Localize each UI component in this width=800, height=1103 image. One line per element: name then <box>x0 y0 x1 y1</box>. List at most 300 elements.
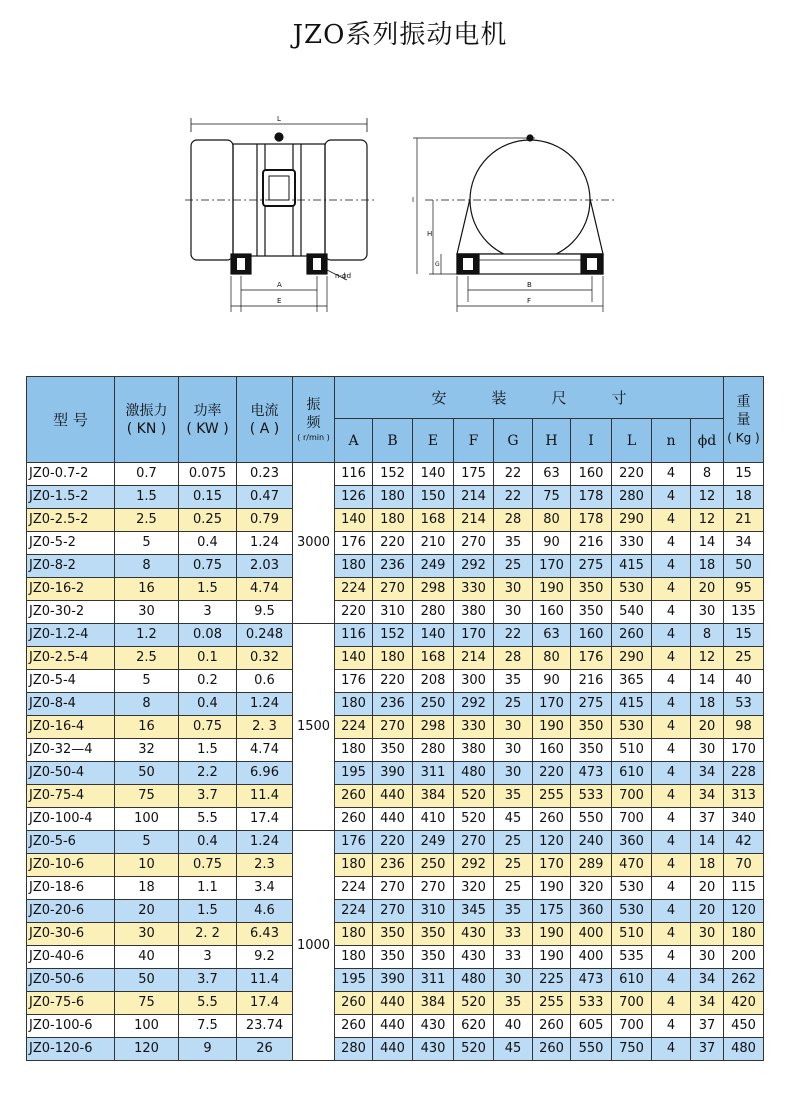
dim-e-cell: 168 <box>413 509 454 532</box>
dim-a-cell: 176 <box>335 831 373 854</box>
dim-b-cell: 270 <box>373 716 413 739</box>
dim-i-cell: 533 <box>571 992 612 1015</box>
dim-g-cell: 40 <box>494 1015 533 1038</box>
dim-n-cell: 4 <box>652 716 691 739</box>
dim-d-cell: 34 <box>691 992 724 1015</box>
header-dim-F: F <box>454 419 494 463</box>
force-cell: 2.5 <box>115 509 179 532</box>
power-cell: 1.5 <box>179 900 237 923</box>
weight-cell: 95 <box>724 578 764 601</box>
header-force: 激振力 ( KN ) <box>115 377 179 463</box>
dim-a-cell: 140 <box>335 509 373 532</box>
dim-b-cell: 180 <box>373 509 413 532</box>
table-row <box>27 693 764 716</box>
model-cell: JZ0-32—4 <box>27 739 115 762</box>
power-cell: 0.75 <box>179 716 237 739</box>
current-cell: 23.74 <box>237 1015 293 1038</box>
weight-cell: 21 <box>724 509 764 532</box>
dim-h-cell: 220 <box>533 762 571 785</box>
table-row <box>27 463 764 486</box>
dim-h-cell: 190 <box>533 946 571 969</box>
dim-f-cell: 330 <box>454 716 494 739</box>
current-cell: 2.3 <box>237 854 293 877</box>
dim-g-cell: 25 <box>494 831 533 854</box>
table-row <box>27 992 764 1015</box>
current-cell: 2. 3 <box>237 716 293 739</box>
dim-n-cell: 4 <box>652 808 691 831</box>
dim-a-cell: 220 <box>335 601 373 624</box>
weight-cell: 53 <box>724 693 764 716</box>
dim-b-cell: 236 <box>373 693 413 716</box>
current-cell: 0.6 <box>237 670 293 693</box>
dim-n-cell: 4 <box>652 877 691 900</box>
weight-cell: 340 <box>724 808 764 831</box>
dim-i-cell: 533 <box>571 785 612 808</box>
header-frequency: 振 频 ( r/min ) <box>293 377 335 463</box>
dim-h-cell: 255 <box>533 785 571 808</box>
table-row <box>27 831 764 854</box>
dim-d-cell: 34 <box>691 785 724 808</box>
weight-cell: 170 <box>724 739 764 762</box>
dim-f-cell: 480 <box>454 762 494 785</box>
weight-cell: 480 <box>724 1038 764 1061</box>
dim-e-cell: 250 <box>413 854 454 877</box>
power-cell: 0.75 <box>179 854 237 877</box>
table-row <box>27 739 764 762</box>
dim-l-cell: 700 <box>612 992 652 1015</box>
force-cell: 16 <box>115 578 179 601</box>
table-row <box>27 624 764 647</box>
table-row <box>27 578 764 601</box>
current-cell: 1.24 <box>237 532 293 555</box>
header-dim-I: I <box>571 419 612 463</box>
dim-d-cell: 37 <box>691 808 724 831</box>
power-cell: 0.25 <box>179 509 237 532</box>
label-nd: n-ϕd <box>335 272 352 280</box>
model-cell: JZ0-50-6 <box>27 969 115 992</box>
model-cell: JZ0-40-6 <box>27 946 115 969</box>
dim-b-cell: 236 <box>373 854 413 877</box>
dim-b-cell: 270 <box>373 877 413 900</box>
dim-a-cell: 224 <box>335 578 373 601</box>
model-cell: JZ0-16-2 <box>27 578 115 601</box>
dim-g-cell: 30 <box>494 601 533 624</box>
dim-g-cell: 25 <box>494 854 533 877</box>
dim-i-cell: 400 <box>571 923 612 946</box>
dim-f-cell: 345 <box>454 900 494 923</box>
model-cell: JZ0-100-4 <box>27 808 115 831</box>
force-cell: 5 <box>115 532 179 555</box>
model-cell: JZ0-16-4 <box>27 716 115 739</box>
weight-cell: 42 <box>724 831 764 854</box>
model-cell: JZ0-1.2-4 <box>27 624 115 647</box>
dim-n-cell: 4 <box>652 555 691 578</box>
dim-l-cell: 700 <box>612 785 652 808</box>
current-cell: 3.4 <box>237 877 293 900</box>
dim-h-cell: 190 <box>533 716 571 739</box>
weight-cell: 18 <box>724 486 764 509</box>
dim-g-cell: 35 <box>494 785 533 808</box>
dim-l-cell: 365 <box>612 670 652 693</box>
dim-l-cell: 290 <box>612 647 652 670</box>
current-cell: 1.24 <box>237 693 293 716</box>
force-cell: 75 <box>115 992 179 1015</box>
dim-h-cell: 170 <box>533 555 571 578</box>
dim-l-cell: 415 <box>612 555 652 578</box>
table-row <box>27 532 764 555</box>
dim-l-cell: 530 <box>612 578 652 601</box>
dim-f-cell: 480 <box>454 969 494 992</box>
power-cell: 9 <box>179 1038 237 1061</box>
dim-e-cell: 384 <box>413 992 454 1015</box>
dim-g-cell: 22 <box>494 624 533 647</box>
dim-i-cell: 320 <box>571 877 612 900</box>
weight-cell: 200 <box>724 946 764 969</box>
dim-h-cell: 260 <box>533 1038 571 1061</box>
dim-f-cell: 292 <box>454 693 494 716</box>
dim-a-cell: 260 <box>335 1015 373 1038</box>
force-cell: 10 <box>115 854 179 877</box>
dim-f-cell: 520 <box>454 808 494 831</box>
dim-l-cell: 510 <box>612 923 652 946</box>
dim-d-cell: 37 <box>691 1038 724 1061</box>
label-E: E <box>277 297 282 305</box>
dim-g-cell: 28 <box>494 647 533 670</box>
dim-l-cell: 530 <box>612 877 652 900</box>
dim-l-cell: 700 <box>612 808 652 831</box>
weight-cell: 262 <box>724 969 764 992</box>
dim-i-cell: 550 <box>571 1038 612 1061</box>
frequency-cell: 3000 <box>293 463 335 624</box>
dim-d-cell: 20 <box>691 578 724 601</box>
model-cell: JZ0-0.7-2 <box>27 463 115 486</box>
dim-b-cell: 152 <box>373 624 413 647</box>
weight-cell: 420 <box>724 992 764 1015</box>
dim-f-cell: 175 <box>454 463 494 486</box>
current-cell: 11.4 <box>237 785 293 808</box>
dim-h-cell: 225 <box>533 969 571 992</box>
dim-f-cell: 270 <box>454 532 494 555</box>
dim-a-cell: 260 <box>335 992 373 1015</box>
dim-n-cell: 4 <box>652 946 691 969</box>
dim-a-cell: 195 <box>335 969 373 992</box>
dim-b-cell: 180 <box>373 647 413 670</box>
dim-a-cell: 224 <box>335 716 373 739</box>
header-power: 功率 ( KW ) <box>179 377 237 463</box>
current-cell: 1.24 <box>237 831 293 854</box>
power-cell: 0.4 <box>179 532 237 555</box>
table-row <box>27 808 764 831</box>
dim-e-cell: 140 <box>413 463 454 486</box>
dim-l-cell: 530 <box>612 716 652 739</box>
table-row <box>27 877 764 900</box>
model-cell: JZ0-8-4 <box>27 693 115 716</box>
dim-b-cell: 152 <box>373 463 413 486</box>
dim-e-cell: 350 <box>413 923 454 946</box>
dim-b-cell: 440 <box>373 1038 413 1061</box>
page-title: JZO系列振动电机 <box>292 20 508 50</box>
dim-i-cell: 160 <box>571 463 612 486</box>
dim-h-cell: 63 <box>533 624 571 647</box>
model-cell: JZ0-2.5-4 <box>27 647 115 670</box>
current-cell: 2.03 <box>237 555 293 578</box>
dim-d-cell: 30 <box>691 601 724 624</box>
weight-cell: 180 <box>724 923 764 946</box>
weight-cell: 115 <box>724 877 764 900</box>
force-cell: 50 <box>115 969 179 992</box>
current-cell: 0.23 <box>237 463 293 486</box>
dim-d-cell: 8 <box>691 624 724 647</box>
dim-i-cell: 289 <box>571 854 612 877</box>
power-cell: 0.15 <box>179 486 237 509</box>
power-cell: 3 <box>179 946 237 969</box>
dim-n-cell: 4 <box>652 578 691 601</box>
dim-d-cell: 37 <box>691 1015 724 1038</box>
force-cell: 5 <box>115 831 179 854</box>
label-L: L <box>277 115 281 123</box>
force-cell: 20 <box>115 900 179 923</box>
dim-f-cell: 214 <box>454 486 494 509</box>
model-cell: JZ0-18-6 <box>27 877 115 900</box>
force-cell: 18 <box>115 877 179 900</box>
weight-cell: 50 <box>724 555 764 578</box>
current-cell: 6.43 <box>237 923 293 946</box>
dim-g-cell: 22 <box>494 463 533 486</box>
dim-f-cell: 380 <box>454 601 494 624</box>
force-cell: 120 <box>115 1038 179 1061</box>
motor-drawings <box>185 110 615 320</box>
dim-b-cell: 390 <box>373 969 413 992</box>
dim-l-cell: 610 <box>612 969 652 992</box>
dim-a-cell: 140 <box>335 647 373 670</box>
dim-b-cell: 440 <box>373 785 413 808</box>
model-cell: JZ0-1.5-2 <box>27 486 115 509</box>
dim-a-cell: 116 <box>335 463 373 486</box>
dim-l-cell: 540 <box>612 601 652 624</box>
dim-e-cell: 384 <box>413 785 454 808</box>
dim-a-cell: 260 <box>335 785 373 808</box>
dim-d-cell: 12 <box>691 647 724 670</box>
dim-d-cell: 12 <box>691 486 724 509</box>
dim-i-cell: 176 <box>571 647 612 670</box>
dim-n-cell: 4 <box>652 992 691 1015</box>
dim-g-cell: 25 <box>494 877 533 900</box>
dim-a-cell: 260 <box>335 808 373 831</box>
weight-cell: 98 <box>724 716 764 739</box>
header-install-dims: 安 装 尺 寸 <box>335 377 724 419</box>
dim-h-cell: 90 <box>533 532 571 555</box>
dim-f-cell: 300 <box>454 670 494 693</box>
dim-b-cell: 350 <box>373 739 413 762</box>
header-dim-G: G <box>494 419 533 463</box>
model-cell: JZ0-100-6 <box>27 1015 115 1038</box>
dim-n-cell: 4 <box>652 486 691 509</box>
label-I: I <box>412 196 415 204</box>
current-cell: 0.248 <box>237 624 293 647</box>
weight-cell: 135 <box>724 601 764 624</box>
table-row <box>27 969 764 992</box>
dim-e-cell: 410 <box>413 808 454 831</box>
dim-n-cell: 4 <box>652 831 691 854</box>
dim-f-cell: 520 <box>454 785 494 808</box>
dim-n-cell: 4 <box>652 762 691 785</box>
dim-e-cell: 208 <box>413 670 454 693</box>
model-cell: JZ0-75-4 <box>27 785 115 808</box>
force-cell: 32 <box>115 739 179 762</box>
dim-a-cell: 180 <box>335 555 373 578</box>
power-cell: 0.1 <box>179 647 237 670</box>
dim-l-cell: 700 <box>612 1015 652 1038</box>
dim-n-cell: 4 <box>652 509 691 532</box>
weight-cell: 450 <box>724 1015 764 1038</box>
dim-i-cell: 473 <box>571 762 612 785</box>
dim-g-cell: 30 <box>494 578 533 601</box>
dim-h-cell: 160 <box>533 739 571 762</box>
power-cell: 7.5 <box>179 1015 237 1038</box>
dim-d-cell: 20 <box>691 716 724 739</box>
dim-d-cell: 14 <box>691 831 724 854</box>
dim-d-cell: 18 <box>691 693 724 716</box>
power-cell: 1.1 <box>179 877 237 900</box>
dim-h-cell: 190 <box>533 877 571 900</box>
label-A: A <box>277 281 282 289</box>
force-cell: 30 <box>115 923 179 946</box>
dim-n-cell: 4 <box>652 900 691 923</box>
model-cell: JZ0-30-6 <box>27 923 115 946</box>
force-cell: 1.5 <box>115 486 179 509</box>
dim-n-cell: 4 <box>652 923 691 946</box>
model-cell: JZ0-2.5-2 <box>27 509 115 532</box>
dim-g-cell: 33 <box>494 923 533 946</box>
current-cell: 0.32 <box>237 647 293 670</box>
header-model: 型 号 <box>27 377 115 463</box>
dim-i-cell: 473 <box>571 969 612 992</box>
dim-f-cell: 620 <box>454 1015 494 1038</box>
table-row <box>27 923 764 946</box>
dim-l-cell: 470 <box>612 854 652 877</box>
dim-f-cell: 292 <box>454 555 494 578</box>
dim-a-cell: 224 <box>335 877 373 900</box>
force-cell: 8 <box>115 555 179 578</box>
dim-l-cell: 530 <box>612 900 652 923</box>
table-row <box>27 785 764 808</box>
current-cell: 11.4 <box>237 969 293 992</box>
force-cell: 50 <box>115 762 179 785</box>
dim-d-cell: 30 <box>691 946 724 969</box>
dim-f-cell: 270 <box>454 831 494 854</box>
dim-n-cell: 4 <box>652 532 691 555</box>
dim-n-cell: 4 <box>652 670 691 693</box>
dim-g-cell: 45 <box>494 808 533 831</box>
force-cell: 75 <box>115 785 179 808</box>
dim-b-cell: 390 <box>373 762 413 785</box>
dim-f-cell: 320 <box>454 877 494 900</box>
dim-f-cell: 520 <box>454 992 494 1015</box>
dim-n-cell: 4 <box>652 1038 691 1061</box>
power-cell: 0.2 <box>179 670 237 693</box>
dim-e-cell: 298 <box>413 578 454 601</box>
weight-cell: 34 <box>724 532 764 555</box>
dim-h-cell: 63 <box>533 463 571 486</box>
dim-a-cell: 195 <box>335 762 373 785</box>
dim-h-cell: 260 <box>533 808 571 831</box>
dim-h-cell: 255 <box>533 992 571 1015</box>
dim-g-cell: 30 <box>494 739 533 762</box>
dim-h-cell: 175 <box>533 900 571 923</box>
dim-h-cell: 170 <box>533 693 571 716</box>
force-cell: 8 <box>115 693 179 716</box>
dim-e-cell: 210 <box>413 532 454 555</box>
model-cell: JZ0-5-6 <box>27 831 115 854</box>
dim-f-cell: 214 <box>454 509 494 532</box>
dim-n-cell: 4 <box>652 739 691 762</box>
current-cell: 26 <box>237 1038 293 1061</box>
dim-d-cell: 20 <box>691 900 724 923</box>
dim-b-cell: 310 <box>373 601 413 624</box>
header-current: 电流 ( A ) <box>237 377 293 463</box>
dim-l-cell: 750 <box>612 1038 652 1061</box>
force-cell: 100 <box>115 808 179 831</box>
dim-i-cell: 160 <box>571 624 612 647</box>
table-row <box>27 555 764 578</box>
dim-l-cell: 330 <box>612 532 652 555</box>
header-dim-H: H <box>533 419 571 463</box>
header-dim-B: B <box>373 419 413 463</box>
dim-g-cell: 33 <box>494 946 533 969</box>
model-cell: JZ0-5-2 <box>27 532 115 555</box>
dim-i-cell: 350 <box>571 601 612 624</box>
dim-f-cell: 430 <box>454 923 494 946</box>
dim-a-cell: 116 <box>335 624 373 647</box>
dim-h-cell: 260 <box>533 1015 571 1038</box>
dim-l-cell: 290 <box>612 509 652 532</box>
power-cell: 0.075 <box>179 463 237 486</box>
dim-l-cell: 360 <box>612 831 652 854</box>
dim-b-cell: 440 <box>373 992 413 1015</box>
force-cell: 16 <box>115 716 179 739</box>
dim-i-cell: 240 <box>571 831 612 854</box>
dim-b-cell: 270 <box>373 578 413 601</box>
dim-b-cell: 236 <box>373 555 413 578</box>
dim-h-cell: 75 <box>533 486 571 509</box>
model-cell: JZ0-120-6 <box>27 1038 115 1061</box>
power-cell: 0.75 <box>179 555 237 578</box>
dim-d-cell: 18 <box>691 854 724 877</box>
dim-i-cell: 178 <box>571 486 612 509</box>
force-cell: 2.5 <box>115 647 179 670</box>
weight-cell: 70 <box>724 854 764 877</box>
dim-f-cell: 214 <box>454 647 494 670</box>
dim-g-cell: 35 <box>494 900 533 923</box>
table-row <box>27 1038 764 1061</box>
model-cell: JZ0-30-2 <box>27 601 115 624</box>
table-row <box>27 946 764 969</box>
dim-g-cell: 25 <box>494 693 533 716</box>
table-row <box>27 762 764 785</box>
current-cell: 17.4 <box>237 808 293 831</box>
dim-l-cell: 280 <box>612 486 652 509</box>
current-cell: 4.6 <box>237 900 293 923</box>
header-weight: 重 量 ( Kg ) <box>724 377 764 463</box>
dim-i-cell: 350 <box>571 716 612 739</box>
dim-n-cell: 4 <box>652 463 691 486</box>
power-cell: 3 <box>179 601 237 624</box>
dim-e-cell: 270 <box>413 877 454 900</box>
dim-a-cell: 126 <box>335 486 373 509</box>
force-cell: 5 <box>115 670 179 693</box>
table-row <box>27 1015 764 1038</box>
spec-table <box>26 376 764 1061</box>
